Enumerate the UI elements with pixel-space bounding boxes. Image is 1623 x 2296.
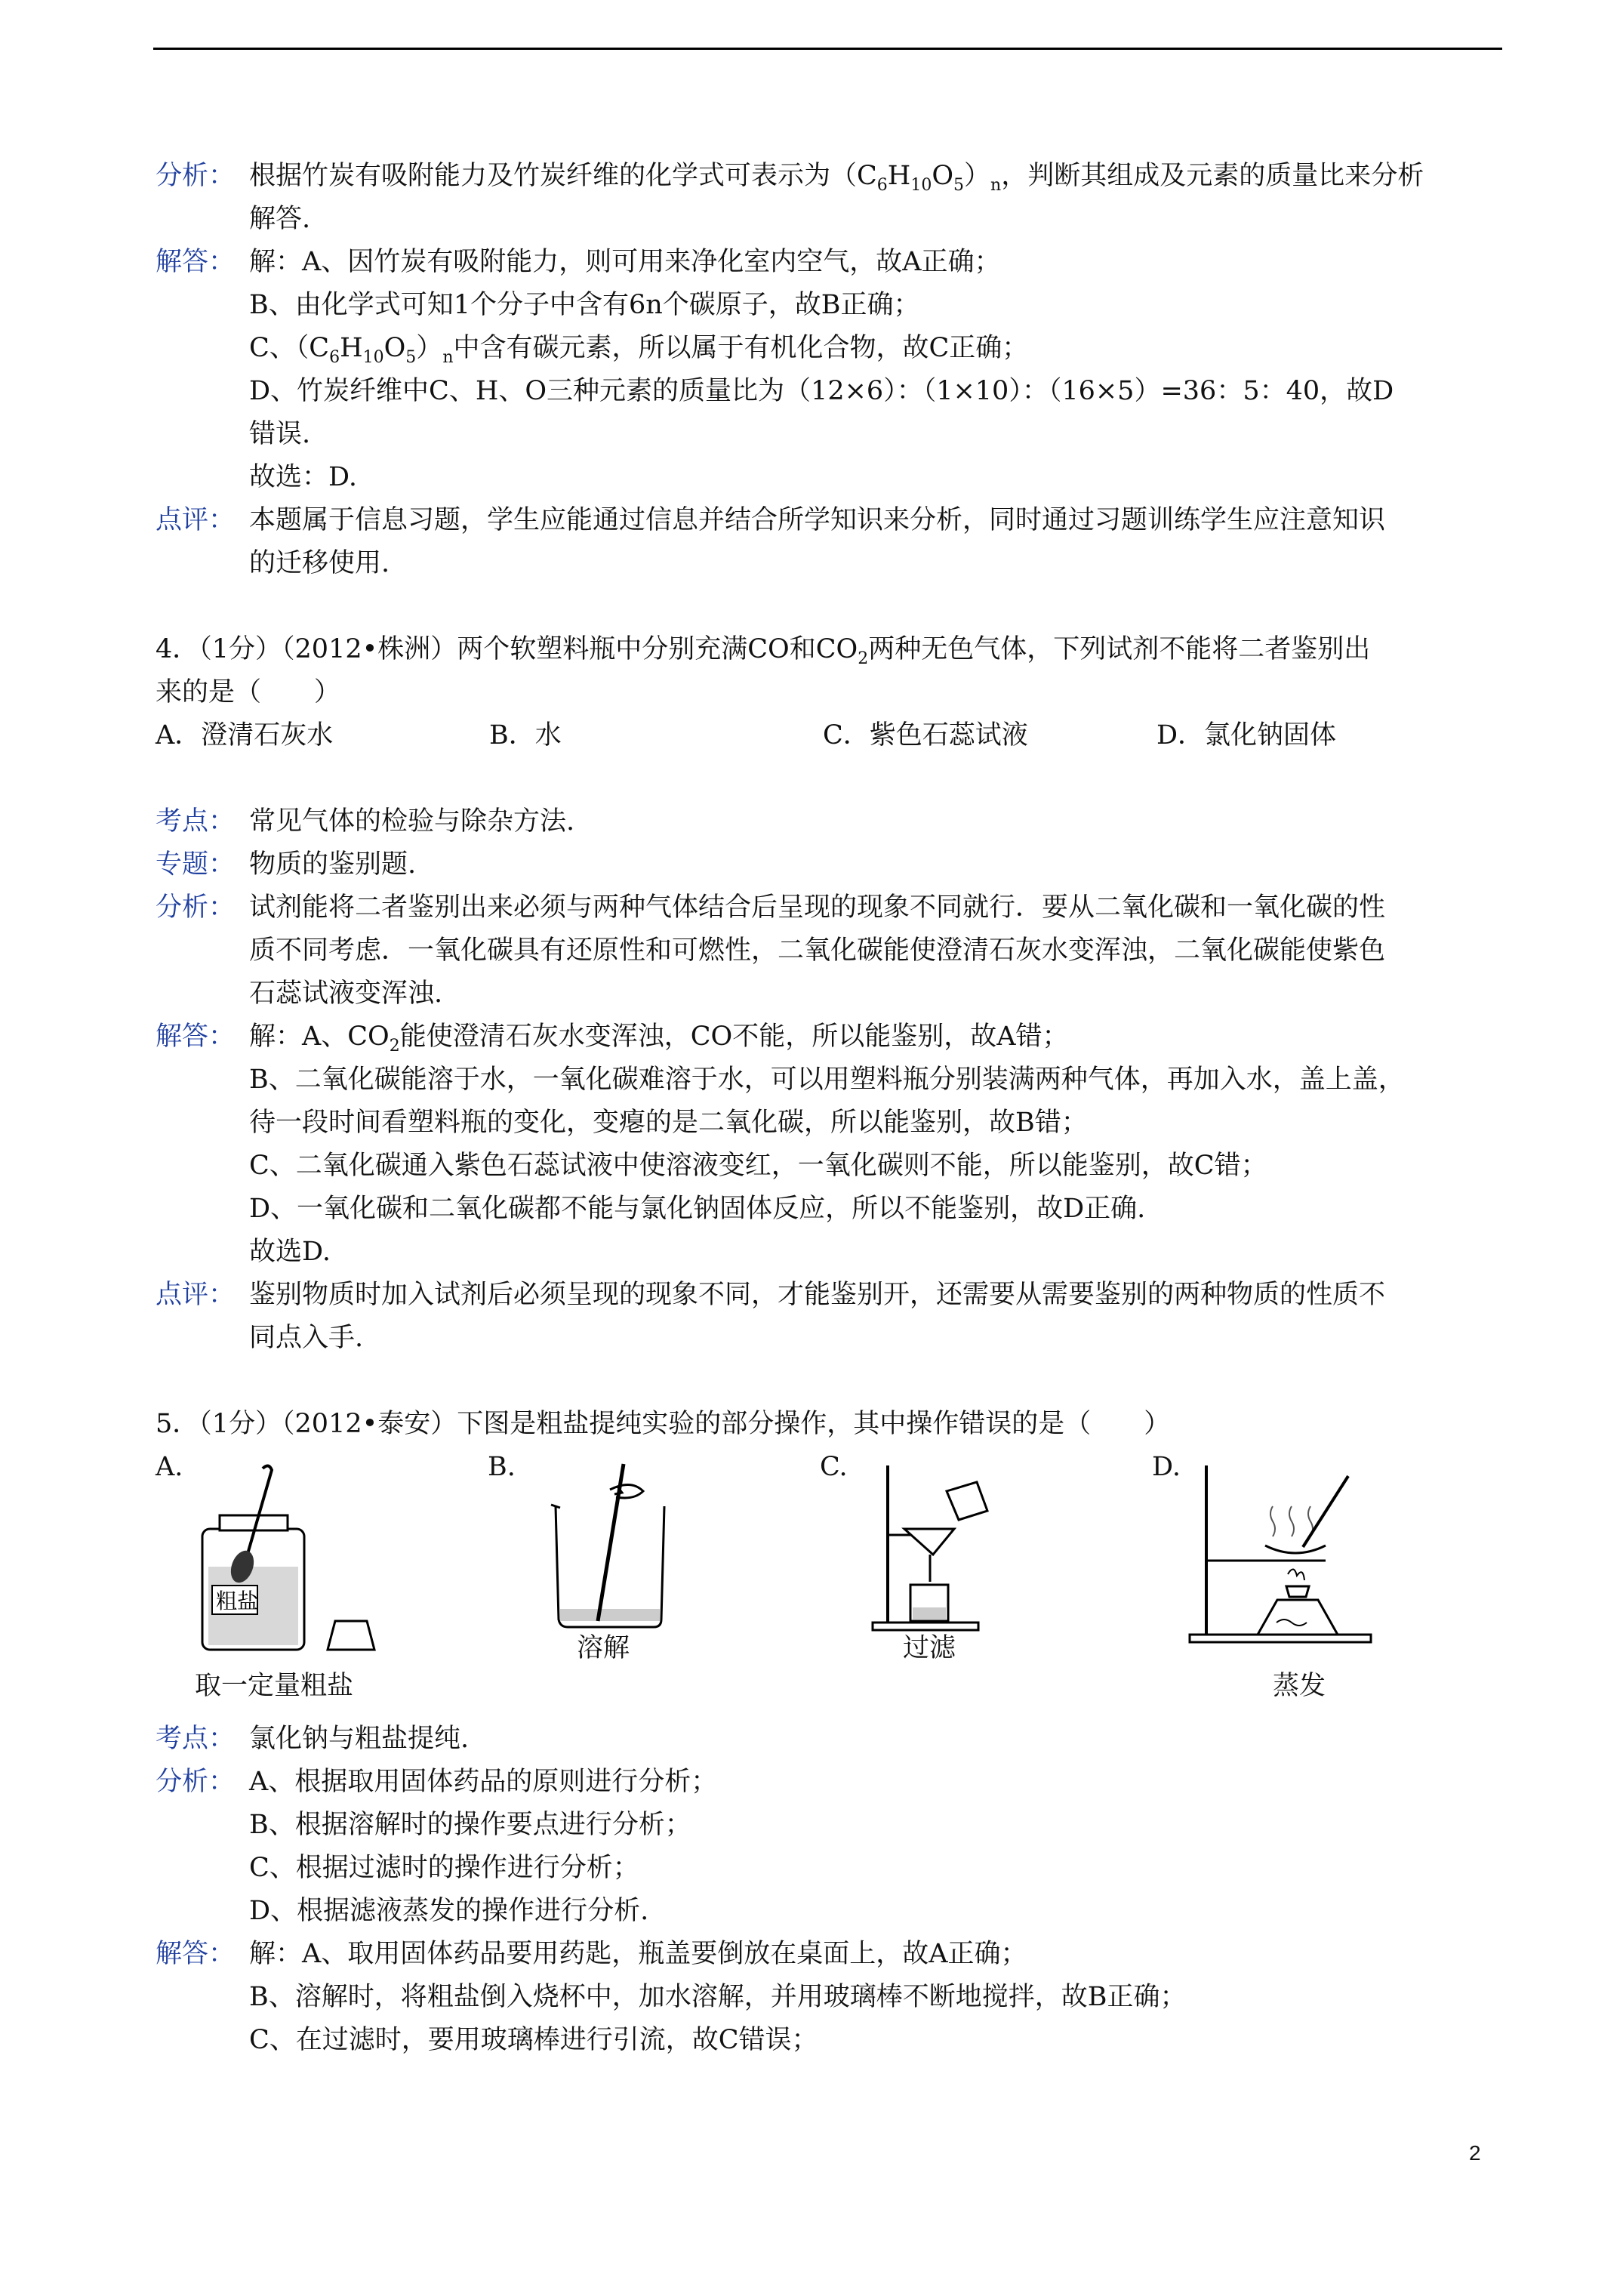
jar-label: 粗盐 xyxy=(216,1589,259,1613)
q3-analysis-line-2: 解答. xyxy=(249,204,311,234)
q3-answer xyxy=(156,241,1499,499)
document-page xyxy=(156,155,1499,2062)
q4-zhuanti xyxy=(156,843,1499,886)
q4-comment xyxy=(156,1274,1499,1360)
comment-label: 点评： xyxy=(156,1280,236,1310)
q5-stem: 5．（1分）（2012•泰安）下图是粗盐提纯实验的部分操作，其中操作错误的是（ ） xyxy=(156,1409,1171,1439)
answer-label: 解答： xyxy=(156,1939,236,1969)
comment-label: 点评： xyxy=(156,505,236,535)
evaporation-illustration xyxy=(1175,1461,1386,1650)
q5-answer xyxy=(156,1933,1499,2062)
q4-kaodian xyxy=(156,800,1499,843)
q4-answer xyxy=(156,1015,1499,1274)
figure-b[interactable] xyxy=(488,1446,805,1718)
q5-answer-line-2: B、溶解时，将粗盐倒入烧杯中，加水溶解，并用玻璃棒不断地搅拌，故B正确； xyxy=(249,1982,1187,2012)
q3-comment xyxy=(156,499,1499,585)
q4-answer-line-6: 故选D. xyxy=(249,1237,331,1267)
q5-analysis-line-3: C、根据过滤时的操作进行分析； xyxy=(249,1853,639,1883)
q4-option-a[interactable]: A．澄清石灰水 xyxy=(156,720,334,750)
kaodian-label: 考点： xyxy=(156,1724,236,1754)
answer-label: 解答： xyxy=(156,247,236,277)
q4-kaodian-text: 常见气体的检验与除杂方法. xyxy=(249,806,575,837)
analysis-label: 分析： xyxy=(156,161,236,191)
q4-answer-line-5: D、一氧化碳和二氧化碳都不能与氯化钠固体反应，所以不能鉴别，故D正确. xyxy=(249,1194,1146,1224)
q5-answer-line-1: 解：A、取用固体药品要用药匙，瓶盖要倒放在桌面上，故A正确； xyxy=(249,1939,1027,1969)
page-number: 2 xyxy=(1469,2141,1481,2165)
q5-analysis-line-2: B、根据溶解时的操作要点进行分析； xyxy=(249,1810,691,1840)
q4-option-d[interactable]: D．氯化钠固体 xyxy=(1156,720,1337,750)
q4-comment-line-1: 鉴别物质时加入试剂后必须呈现的现象不同，才能鉴别开，还需要从需要鉴别的两种物质的性质不 xyxy=(249,1280,1386,1310)
figure-b-caption: 溶解 xyxy=(577,1633,630,1663)
q5-kaodian-text: 氯化钠与粗盐提纯. xyxy=(249,1724,470,1754)
figure-a-caption: 取一定量粗盐 xyxy=(195,1671,354,1701)
q3-analysis xyxy=(156,155,1499,241)
q4-stem-line-1: 4．（1分）（2012•株洲）两个软塑料瓶中分别充满CO和$CO_2$两种无色气体，下列试剂不能将二者鉴别出 xyxy=(156,634,1371,668)
q5-figures xyxy=(156,1446,1499,1718)
analysis-label: 分析： xyxy=(156,1767,236,1797)
q4-analysis-line-1: 试剂能将二者鉴别出来必须与两种气体结合后呈现的现象不同就行．要从二氧化碳和一氧化碳的性 xyxy=(249,892,1386,923)
q3-answer-line-5: 错误. xyxy=(249,419,311,449)
q5-kaodian xyxy=(156,1718,1499,1761)
zhuanti-label: 专题： xyxy=(156,849,236,880)
q3-answer-line-2: B、由化学式可知1个分子中含有6n个碳原子，故B正确； xyxy=(249,290,920,320)
figure-b-letter: B. xyxy=(488,1452,516,1482)
figure-d-caption: 蒸发 xyxy=(1273,1671,1326,1701)
filtration-illustration xyxy=(865,1461,1031,1635)
figure-c-letter: C. xyxy=(820,1452,848,1482)
q4-answer-line-1: 解：A、$CO_2$能使澄清石灰水变浑浊，CO不能，所以能鉴别，故A错； xyxy=(249,1022,1069,1056)
beaker-stirring-illustration xyxy=(540,1461,691,1635)
q4-analysis-line-2: 质不同考虑．一氧化碳具有还原性和可燃性，二氧化碳能使澄清石灰水变浑浊，二氧化碳能使紫色 xyxy=(249,935,1386,966)
q3-comment-line-1: 本题属于信息习题，学生应能通过信息并结合所学知识来分析，同时通过习题训练学生应注意知识 xyxy=(249,505,1386,535)
q4-stem-line-2: 来的是（ ） xyxy=(156,677,341,707)
figure-a-letter: A. xyxy=(156,1452,183,1482)
q3-answer-line-4: D、竹炭纤维中C、H、O三种元素的质量比为（12×6）：（1×10）：（16×5）=36：5：40，故D xyxy=(249,376,1394,406)
figure-a[interactable] xyxy=(156,1446,473,1718)
q4-analysis xyxy=(156,886,1499,1015)
q3-answer-line-6: 故选：D. xyxy=(249,462,357,492)
q4-analysis-line-3: 石蕊试液变浑浊. xyxy=(249,978,443,1009)
q3-answer-line-3: C、$(C_6H_{10}O_5)_n$中含有碳元素，所以属于有机化合物，故C正确； xyxy=(249,333,1029,367)
q4-zhuanti-text: 物质的鉴别题. xyxy=(249,849,417,880)
q4-option-c[interactable]: C．紫色石蕊试液 xyxy=(823,720,1028,750)
q5-answer-line-3: C、在过滤时，要用玻璃棒进行引流，故C错误； xyxy=(249,2025,818,2055)
q5-analysis-line-4: D、根据滤液蒸发的操作进行分析. xyxy=(249,1896,649,1926)
q4-answer-line-3: 待一段时间看塑料瓶的变化，变瘪的是二氧化碳，所以能鉴别，故B错； xyxy=(249,1108,1088,1138)
answer-label: 解答： xyxy=(156,1022,236,1052)
figure-d[interactable] xyxy=(1152,1446,1484,1718)
q3-analysis-line-1: 根据竹炭有吸附能力及竹炭纤维的化学式可表示为$(C_6H_{10}O_5)_n$，判断其组成及元素的质量比来分析 xyxy=(249,161,1424,195)
figure-c[interactable] xyxy=(820,1446,1137,1718)
figure-c-caption: 过滤 xyxy=(903,1633,956,1663)
q4-answer-line-4: C、二氧化碳通入紫色石蕊试液中使溶液变红，一氧化碳则不能，所以能鉴别，故C错； xyxy=(249,1151,1267,1181)
q3-answer-line-1: 解：A、因竹炭有吸附能力，则可用来净化室内空气，故A正确； xyxy=(249,247,1001,277)
q4-comment-line-2: 同点入手. xyxy=(249,1323,364,1353)
q4-options xyxy=(156,714,1499,757)
q5-analysis xyxy=(156,1761,1499,1933)
q3-comment-line-2: 的迁移使用. xyxy=(249,548,390,578)
q5-analysis-line-1: A、根据取用固体药品的原则进行分析； xyxy=(249,1767,718,1797)
analysis-label: 分析： xyxy=(156,892,236,923)
q4-answer-line-2: B、二氧化碳能溶于水，一氧化碳难溶于水，可以用塑料瓶分别装满两种气体，再加入水，盖上盖， xyxy=(249,1065,1405,1095)
figure-d-letter: D. xyxy=(1152,1452,1181,1482)
kaodian-label: 考点： xyxy=(156,806,236,837)
salt-jar-spoon-illustration xyxy=(193,1461,442,1657)
header-rule xyxy=(153,48,1502,50)
q4-option-b[interactable]: B．水 xyxy=(489,720,562,750)
